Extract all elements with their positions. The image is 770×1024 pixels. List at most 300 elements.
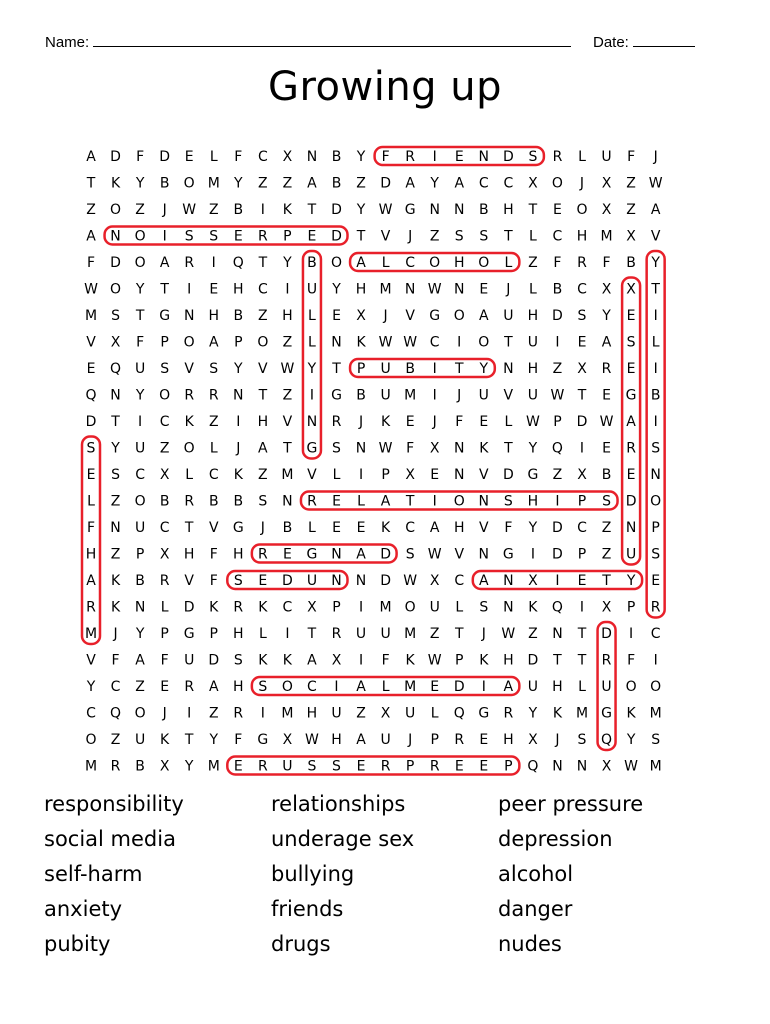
grid-letter: T — [577, 652, 587, 669]
grid-letter: N — [282, 493, 293, 510]
grid-letter: Y — [111, 440, 120, 457]
grid-letter: N — [306, 149, 318, 165]
grid-letter: Q — [232, 255, 244, 271]
grid-letter: Z — [282, 175, 293, 192]
grid-letter: E — [233, 228, 243, 245]
grid-letter: U — [527, 387, 539, 404]
grid-letter: B — [650, 387, 661, 404]
grid-letter: V — [184, 573, 194, 589]
word-list-item: relationships — [271, 792, 406, 816]
grid-letter: O — [183, 175, 195, 192]
grid-letter: D — [85, 414, 97, 430]
grid-letter: C — [110, 679, 121, 695]
grid-letter: I — [358, 652, 364, 669]
grid-letter: H — [527, 493, 539, 510]
grid-letter: A — [429, 520, 440, 536]
grid-letter: H — [503, 652, 514, 669]
grid-letter: B — [331, 175, 342, 192]
grid-letter: P — [504, 758, 513, 775]
grid-letter: F — [234, 149, 243, 165]
grid-letter: W — [599, 414, 614, 430]
grid-letter: H — [453, 255, 465, 271]
grid-letter: P — [381, 467, 390, 483]
grid-letter: I — [555, 573, 560, 589]
grid-letter: T — [504, 228, 513, 245]
grid-letter: G — [306, 440, 318, 457]
grid-letter: O — [576, 202, 588, 218]
grid-letter: G — [306, 546, 318, 563]
grid-letter: F — [381, 652, 390, 669]
grid-letter: C — [478, 175, 489, 192]
grid-letter: C — [405, 255, 416, 271]
grid-letter: R — [307, 493, 317, 510]
grid-letter: E — [160, 679, 170, 695]
grid-letter: L — [160, 599, 169, 616]
grid-letter: T — [454, 361, 464, 377]
grid-letter: C — [577, 281, 587, 298]
grid-letter: K — [110, 175, 121, 192]
grid-letter: N — [134, 599, 146, 616]
grid-letter: O — [183, 440, 195, 457]
grid-letter: G — [257, 732, 269, 748]
grid-letter: J — [162, 705, 167, 722]
grid-letter: I — [432, 149, 437, 165]
grid-letter: Y — [135, 281, 145, 298]
grid-letter: N — [110, 520, 121, 536]
grid-letter: O — [134, 255, 146, 271]
grid-letter: S — [233, 573, 243, 589]
word-list-item: nudes — [498, 932, 562, 956]
grid-letter: N — [355, 573, 367, 589]
word-list-item: pubity — [44, 932, 111, 956]
grid-letter: M — [281, 467, 294, 483]
grid-letter: E — [233, 758, 243, 775]
grid-letter: R — [233, 705, 244, 722]
grid-letter: T — [258, 387, 268, 404]
grid-letter: V — [184, 361, 194, 377]
grid-letter: T — [577, 626, 587, 642]
grid-letter: K — [184, 414, 194, 430]
grid-letter: D — [282, 573, 293, 589]
grid-letter: W — [305, 732, 319, 748]
grid-letter: O — [110, 202, 122, 218]
grid-letter: Z — [356, 705, 366, 722]
grid-letter: X — [626, 281, 636, 298]
grid-letter: S — [454, 228, 464, 245]
grid-letter: K — [381, 414, 391, 430]
grid-letter: P — [553, 414, 562, 430]
grid-letter: C — [135, 467, 145, 483]
grid-letter: Y — [184, 758, 194, 775]
grid-letter: M — [379, 281, 392, 298]
grid-letter: T — [602, 573, 611, 589]
grid-letter: C — [503, 175, 514, 192]
grid-letter: P — [135, 546, 145, 563]
grid-letter: Y — [479, 361, 489, 377]
grid-letter: O — [183, 334, 195, 351]
grid-letter: M — [649, 758, 662, 775]
grid-letter: U — [331, 705, 342, 722]
grid-letter: U — [503, 308, 514, 324]
grid-letter: X — [429, 440, 440, 457]
grid-letter: D — [502, 467, 514, 483]
grid-letter: E — [454, 149, 464, 165]
grid-letter: I — [187, 705, 192, 722]
grid-letter: E — [479, 732, 489, 748]
grid-letter: G — [232, 520, 244, 536]
grid-letter: B — [233, 202, 244, 218]
grid-letter: E — [626, 361, 636, 377]
grid-letter: P — [356, 361, 366, 377]
grid-letter: C — [257, 149, 268, 165]
grid-letter: F — [504, 520, 513, 536]
grid-letter: T — [504, 440, 513, 457]
grid-letter: X — [528, 175, 538, 192]
grid-letter: J — [162, 202, 167, 218]
grid-letter: G — [502, 546, 514, 563]
grid-letter: I — [432, 361, 437, 377]
grid-letter: X — [380, 705, 391, 722]
grid-letter: D — [453, 679, 465, 695]
grid-letter: E — [356, 520, 366, 536]
grid-letter: R — [257, 546, 268, 563]
grid-letter: Z — [110, 493, 121, 510]
grid-letter: C — [429, 334, 440, 351]
grid-letter: R — [257, 228, 268, 245]
grid-letter: X — [405, 467, 415, 483]
grid-letter: I — [358, 599, 364, 616]
grid-letter: G — [331, 387, 342, 404]
grid-letter: P — [455, 652, 464, 669]
grid-letter: V — [650, 228, 661, 245]
grid-letter: B — [135, 573, 145, 589]
grid-letter: U — [134, 440, 146, 457]
grid-letter: Y — [626, 573, 636, 589]
grid-letter: J — [383, 308, 388, 324]
grid-letter: S — [307, 758, 317, 775]
grid-letter: Z — [528, 255, 538, 271]
grid-letter: L — [504, 414, 513, 430]
grid-letter: C — [577, 520, 587, 536]
grid-letter: S — [651, 732, 661, 748]
grid-letter: Z — [258, 308, 268, 324]
grid-letter: E — [553, 202, 562, 218]
grid-letter: F — [381, 149, 390, 165]
grid-letter: O — [650, 679, 662, 695]
grid-letter: X — [356, 308, 366, 324]
grid-letter: U — [380, 361, 391, 377]
grid-letter: A — [356, 679, 366, 695]
grid-letter: K — [626, 705, 636, 722]
grid-letter: T — [651, 281, 660, 298]
grid-letter: U — [134, 732, 146, 748]
grid-letter: M — [281, 705, 294, 722]
grid-letter: R — [159, 573, 170, 589]
grid-letter: I — [334, 679, 339, 695]
grid-letter: L — [381, 679, 390, 695]
grid-letter: E — [430, 679, 440, 695]
grid-letter: B — [159, 493, 170, 510]
grid-letter: O — [85, 732, 97, 748]
grid-letter: X — [601, 599, 612, 616]
grid-letter: E — [282, 546, 292, 563]
grid-letter: A — [626, 414, 636, 430]
grid-letter: F — [553, 255, 562, 271]
grid-letter: T — [184, 732, 194, 748]
grid-letter: Q — [551, 440, 563, 457]
grid-letter: P — [430, 732, 439, 748]
grid-letter: Z — [552, 361, 563, 377]
grid-letter: R — [626, 440, 636, 457]
grid-letter: R — [454, 732, 465, 748]
grid-letter: C — [282, 599, 293, 616]
grid-letter: S — [602, 493, 611, 510]
grid-letter: R — [184, 387, 195, 404]
word-list-item: danger — [498, 897, 573, 921]
grid-letter: H — [503, 202, 514, 218]
grid-letter: F — [160, 652, 169, 669]
grid-letter: U — [429, 599, 440, 616]
grid-letter: A — [650, 202, 661, 218]
grid-letter: C — [454, 573, 465, 589]
grid-letter: F — [136, 334, 145, 351]
grid-letter: Z — [429, 626, 440, 642]
grid-letter: V — [258, 361, 268, 377]
grid-letter: P — [332, 599, 341, 616]
grid-letter: O — [159, 387, 171, 404]
grid-letter: K — [405, 652, 415, 669]
grid-letter: T — [454, 626, 464, 642]
grid-letter: H — [233, 281, 244, 298]
grid-letter: X — [159, 546, 170, 563]
grid-letter: Y — [528, 440, 538, 457]
word-list-item: social media — [44, 827, 176, 851]
grid-letter: I — [236, 414, 241, 430]
grid-letter: T — [86, 175, 96, 192]
grid-letter: B — [601, 467, 612, 483]
grid-letter: E — [651, 573, 661, 589]
grid-letter: I — [530, 546, 535, 563]
grid-letter: I — [432, 493, 437, 510]
grid-letter: W — [427, 546, 442, 563]
grid-letter: T — [504, 334, 513, 351]
grid-letter: U — [134, 520, 146, 536]
grid-letter: T — [283, 440, 292, 457]
grid-letter: S — [651, 440, 661, 457]
grid-letter: U — [282, 758, 293, 775]
grid-letter: O — [134, 705, 146, 722]
grid-letter: V — [208, 520, 219, 536]
grid-letter: U — [380, 732, 391, 748]
word-list-item: depression — [498, 827, 613, 851]
grid-letter: A — [405, 175, 415, 192]
grid-letter: R — [552, 149, 563, 165]
grid-letter: W — [280, 361, 295, 377]
grid-letter: V — [454, 546, 465, 563]
grid-letter: U — [625, 546, 637, 563]
grid-letter: N — [478, 149, 490, 165]
grid-letter: Q — [85, 387, 97, 404]
grid-letter: S — [86, 440, 96, 457]
grid-letter: T — [405, 493, 415, 510]
grid-letter: X — [601, 202, 612, 218]
grid-letter: S — [479, 228, 489, 245]
grid-letter: A — [479, 308, 489, 324]
grid-letter: C — [650, 626, 661, 642]
grid-letter: S — [209, 361, 219, 377]
grid-letter: U — [527, 334, 539, 351]
grid-letter: S — [577, 732, 587, 748]
grid-letter: H — [282, 308, 293, 324]
grid-letter: H — [208, 308, 220, 324]
grid-letter: E — [184, 149, 194, 165]
grid-letter: Y — [234, 361, 243, 377]
grid-letter: H — [552, 679, 563, 695]
grid-letter: A — [258, 440, 268, 457]
grid-letter: A — [356, 732, 366, 748]
grid-letter: R — [331, 414, 342, 430]
grid-letter: B — [233, 493, 244, 510]
grid-letter: C — [405, 520, 416, 536]
grid-letter: F — [111, 652, 120, 669]
grid-letter: I — [358, 467, 364, 483]
word-list-item: underage sex — [271, 827, 415, 851]
grid-letter: Y — [651, 255, 660, 271]
grid-letter: A — [307, 652, 317, 669]
grid-letter: L — [528, 228, 537, 245]
grid-letter: W — [501, 626, 516, 642]
grid-letter: M — [207, 758, 220, 775]
highlight-danger — [252, 545, 397, 563]
grid-letter: N — [454, 281, 465, 298]
grid-letter: R — [208, 387, 219, 404]
grid-letter: G — [429, 308, 441, 324]
grid-letter: J — [408, 732, 413, 748]
grid-letter: N — [404, 281, 416, 298]
grid-letter: Z — [208, 705, 219, 722]
grid-letter: N — [503, 599, 514, 616]
grid-letter: C — [552, 228, 563, 245]
grid-letter: A — [380, 493, 391, 510]
grid-letter: L — [430, 705, 439, 722]
grid-letter: T — [356, 228, 366, 245]
grid-letter: O — [551, 175, 563, 192]
grid-letter: N — [183, 308, 195, 324]
grid-letter: V — [479, 467, 489, 483]
grid-letter: L — [381, 255, 390, 271]
grid-letter: A — [454, 175, 465, 192]
grid-letter: Z — [208, 414, 219, 430]
grid-letter: D — [502, 149, 514, 165]
grid-letter: B — [405, 361, 415, 377]
grid-letter: K — [110, 573, 121, 589]
grid-letter: C — [159, 520, 170, 536]
grid-letter: V — [479, 520, 489, 536]
grid-letter: N — [503, 573, 514, 589]
grid-letter: S — [651, 546, 661, 563]
grid-letter: W — [378, 334, 393, 351]
grid-letter: B — [626, 255, 636, 271]
grid-letter: O — [453, 493, 465, 510]
grid-letter: X — [110, 334, 121, 351]
grid-letter: O — [650, 493, 662, 510]
grid-letter: L — [455, 599, 464, 616]
grid-letter: Z — [135, 202, 145, 218]
grid-letter: X — [282, 149, 293, 165]
grid-letter: K — [160, 732, 170, 748]
word-list-item: responsibility — [44, 792, 184, 816]
grid-letter: E — [577, 573, 587, 589]
grid-letter: A — [479, 573, 489, 589]
grid-letter: W — [427, 281, 442, 298]
grid-letter: P — [160, 334, 169, 351]
grid-letter: V — [380, 228, 391, 245]
grid-letter: K — [381, 520, 391, 536]
grid-letter: J — [653, 149, 658, 165]
grid-letter: M — [575, 705, 589, 722]
grid-letter: O — [453, 308, 465, 324]
grid-letter: S — [233, 652, 243, 669]
grid-letter: Y — [356, 149, 366, 165]
grid-letter: T — [307, 202, 317, 218]
grid-letter: H — [233, 679, 244, 695]
grid-letter: R — [86, 599, 96, 616]
grid-letter: K — [479, 440, 489, 457]
grid-letter: Q — [110, 361, 122, 377]
grid-letter: J — [555, 732, 560, 748]
grid-letter: F — [136, 149, 145, 165]
grid-letter: B — [135, 758, 145, 775]
grid-letter: S — [111, 467, 120, 483]
grid-letter: I — [653, 361, 658, 377]
grid-letter: F — [209, 546, 218, 563]
grid-letter: E — [332, 493, 341, 510]
grid-letter: D — [625, 493, 637, 510]
grid-letter: Y — [307, 361, 317, 377]
grid-letter: M — [404, 387, 417, 404]
grid-letter: K — [110, 599, 121, 616]
word-list-item: self-harm — [44, 862, 143, 886]
grid-letter: F — [406, 440, 415, 457]
grid-letter: O — [134, 493, 146, 510]
grid-letter: L — [308, 334, 316, 351]
grid-letter: K — [552, 705, 563, 722]
grid-letter: D — [380, 573, 391, 589]
grid-letter: E — [602, 387, 611, 404]
grid-letter: R — [110, 758, 121, 775]
highlight-responsibility — [647, 251, 665, 618]
grid-letter: G — [183, 626, 195, 642]
grid-letter: Z — [626, 175, 636, 192]
grid-letter: N — [552, 758, 563, 775]
grid-letter: I — [260, 202, 265, 218]
grid-letter: T — [307, 626, 317, 642]
grid-letter: E — [479, 758, 489, 775]
grid-letter: C — [257, 281, 268, 298]
grid-letter: X — [331, 652, 342, 669]
grid-letter: A — [356, 546, 366, 563]
grid-letter: Z — [258, 175, 268, 192]
grid-letter: U — [601, 149, 612, 165]
grid-letter: U — [306, 281, 318, 298]
grid-letter: H — [331, 732, 342, 748]
grid-letter: H — [233, 626, 244, 642]
grid-letter: A — [86, 573, 96, 589]
grid-letter: O — [281, 679, 293, 695]
grid-letter: S — [258, 493, 268, 510]
grid-letter: B — [233, 308, 244, 324]
grid-letter: Z — [601, 520, 612, 536]
